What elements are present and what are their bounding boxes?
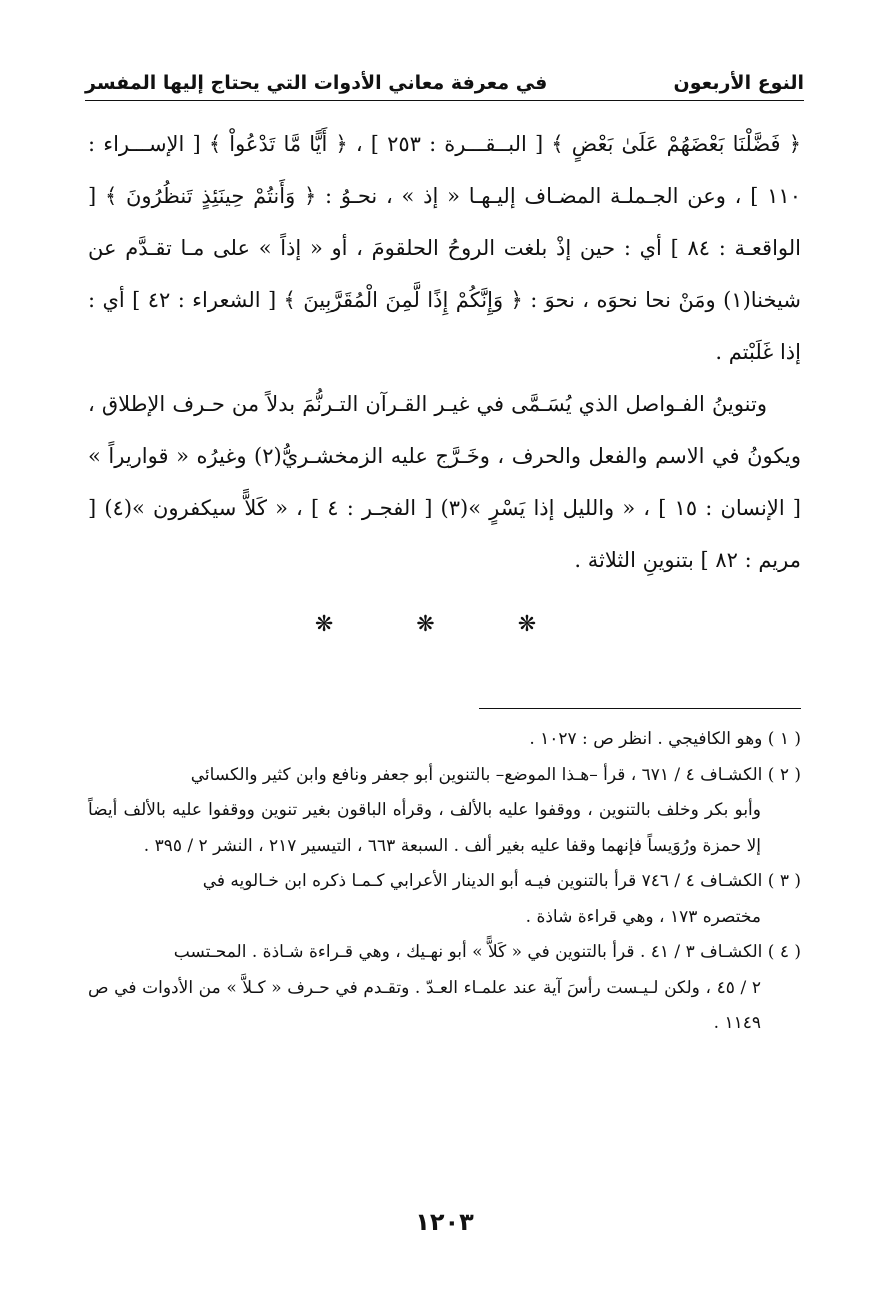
paragraph: وتنوينُ الفـواصل الذي يُسَـمَّى في غيـر القـرآن التـرنُّمَ بدلاً من حـرف الإطلاق ، ويكونُ في الاسم والفعل والحرف ، وخَـرَّج عليه الزمخشـريُّ(٢) وغيرُه « قواريراً » [ الإنسان : ١٥ ] ، « والليل إذا يَسْرٍ »(٣) [ الفجـر : ٤ ] ، « كَلاًّ سيكفرون »(٤) [ مريم : ٨٢ ] بتنوينِ الثلاثة . [88, 392, 801, 572]
footnote: ( ٢ ) الكشـاف ٤ / ٦٧١ ، قرأ –هـذا الموضع– بالتنوين أبو جعفر ونافع وابن كثير والكسائي [190, 764, 801, 785]
footnote-divider [479, 708, 801, 709]
section-title: في معرفة معاني الأدوات التي يحتاج إليها المفسر [85, 72, 548, 94]
main-text [88, 118, 801, 586]
footnotes [88, 722, 801, 1042]
footnote: ( ٣ ) الكشـاف ٤ / ٧٤٦ قرأ بالتنوين فيـه أبو الدينار الأعرابي كـمـا ذكره ابن خـالويه في [202, 871, 801, 891]
paragraph: ﴿ فَضَّلْنَا بَعْضَهُمْ عَلَىٰ بَعْضٍ ﴾ [ البــقـــرة : ٢٥٣ ] ، ﴿ أَيًّا مَّا تَدْعُواْ ﴾ [ الإســـراء : ١١٠ ] ، وعن الجـملـة المضـاف إليـهـا « إذ » ، نحـوُ : ﴿ وَأَنتُمْ حِينَئِذٍ تَنظُرُونَ ﴾ [ الواقعـة : ٨٤ ] أي : حين إذْ بلغت الروحُ الحلقومَ ، أو « إذاً » على مـا تقـدَّم عن شيخنا(١) ومَنْ نحا نحوَه ، نحوَ : ﴿ وَإِنَّكُمْ إِذًا لَّمِنَ الْمُقَرَّبِينَ ﴾ [ الشعراء : ٤٢ ] أي : إذا غَلَبْتم . [88, 132, 801, 364]
footnote: ( ٤ ) الكشـاف ٣ / ٤١ . قرأ بالتنوين في « كَلاًّ » أبو نهـيك ، وهي قـراءة شـاذة . المحـتسب [173, 942, 801, 962]
footnote-continuation: ٢ / ٤٥ ، ولكن لـيـست رأسَ آية عند علمـاء العـدّ . وتقـدم في حـرف « كـلاَّ » من الأدوات في ص ١١٤٩ . [88, 977, 761, 1033]
running-header [85, 58, 804, 94]
section-separator: ❋ ❋ ❋ [314, 612, 575, 637]
footnote: ( ١ ) وهو الكافيجي . انظر ص : ١٠٢٧ . [529, 729, 801, 749]
footnote-continuation: وأبو بكر وخلف بالتنوين ، ووقفوا عليه بالألف ، وقرأه الباقون بغير تنوين ووقفوا عليه بالألف أيضاً إلا حمزة ورُوَيساً فإنهما وقفا عليه بغير ألف . السبعة ٦٦٣ ، التيسير ٢١٧ ، النشر ٢ / ٣٩٥ . [88, 800, 761, 856]
header-divider [85, 100, 804, 101]
page-number: ١٢٠٣ [415, 1208, 474, 1236]
footnote-continuation: مختصره ١٧٣ ، وهي قراءة شاذة . [525, 906, 761, 927]
chapter-title: النوع الأربعون [673, 72, 804, 94]
